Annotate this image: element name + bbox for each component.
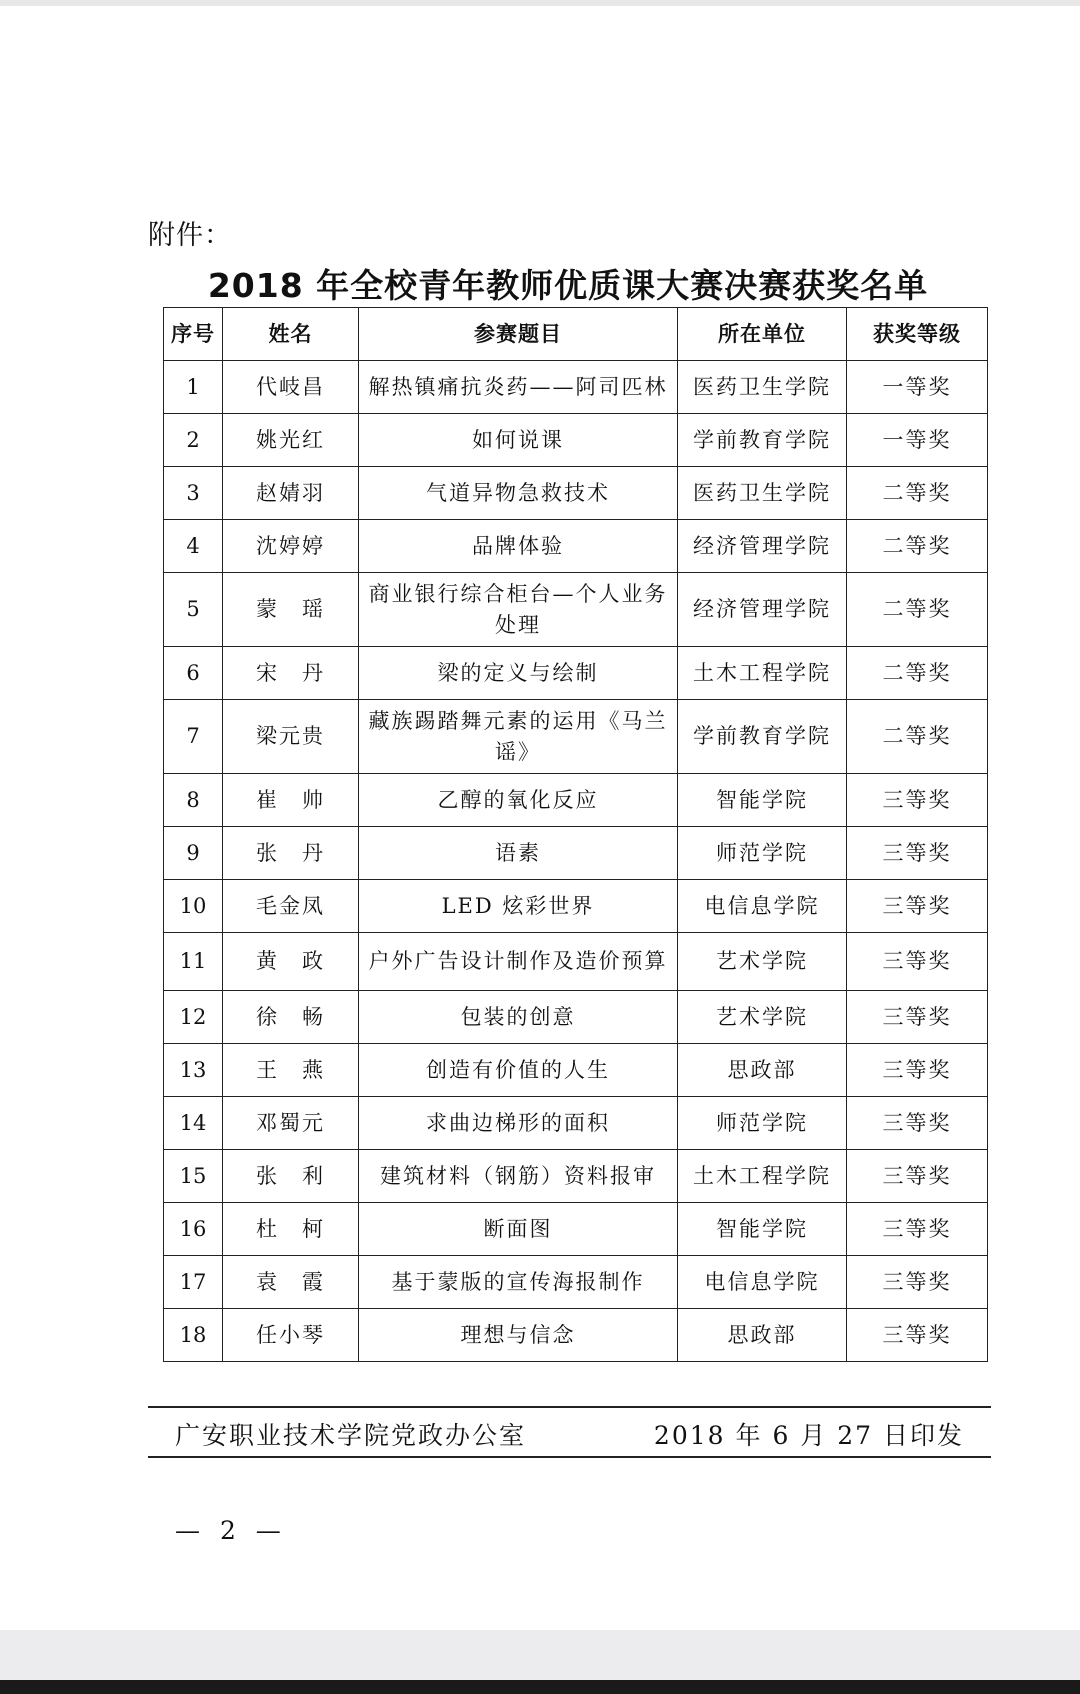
cell-topic: 乙醇的氧化反应 xyxy=(359,774,678,827)
cell-name: 毛金凤 xyxy=(223,880,359,933)
cell-serial: 11 xyxy=(164,933,223,991)
cell-award: 三等奖 xyxy=(847,1150,988,1203)
cell-award: 三等奖 xyxy=(847,1203,988,1256)
cell-award: 二等奖 xyxy=(847,647,988,700)
cell-name: 姚光红 xyxy=(223,414,359,467)
table-row xyxy=(164,774,988,827)
cell-topic: 户外广告设计制作及造价预算 xyxy=(359,933,678,991)
cell-topic: 语素 xyxy=(359,827,678,880)
cell-topic: 解热镇痛抗炎药——阿司匹林 xyxy=(359,361,678,414)
cell-serial: 4 xyxy=(164,520,223,573)
cell-serial: 17 xyxy=(164,1256,223,1309)
cell-award: 二等奖 xyxy=(847,700,988,774)
table-row xyxy=(164,700,988,774)
table-row xyxy=(164,467,988,520)
cell-topic: 创造有价值的人生 xyxy=(359,1044,678,1097)
document-title: 2018 年全校青年教师优质课大赛决赛获奖名单 xyxy=(207,266,929,305)
table-body xyxy=(164,361,988,1362)
cell-name: 蒙 瑶 xyxy=(223,573,359,647)
cell-topic: 求曲边梯形的面积 xyxy=(359,1097,678,1150)
cell-unit: 智能学院 xyxy=(678,1203,847,1256)
cell-unit: 师范学院 xyxy=(678,1097,847,1150)
table-row xyxy=(164,1309,988,1362)
cell-unit: 土木工程学院 xyxy=(678,647,847,700)
cell-award: 一等奖 xyxy=(847,361,988,414)
cell-award: 一等奖 xyxy=(847,414,988,467)
footer-top-rule xyxy=(148,1406,991,1408)
cell-serial: 16 xyxy=(164,1203,223,1256)
table-row xyxy=(164,827,988,880)
cell-name: 任小琴 xyxy=(223,1309,359,1362)
cell-award: 二等奖 xyxy=(847,520,988,573)
header-award: 获奖等级 xyxy=(847,308,988,361)
table-row xyxy=(164,1044,988,1097)
cell-serial: 9 xyxy=(164,827,223,880)
table-header-row xyxy=(164,308,988,361)
cell-topic: 梁的定义与绘制 xyxy=(359,647,678,700)
cell-award: 三等奖 xyxy=(847,1097,988,1150)
table-row xyxy=(164,414,988,467)
cell-serial: 7 xyxy=(164,700,223,774)
table-row xyxy=(164,573,988,647)
cell-unit: 学前教育学院 xyxy=(678,414,847,467)
cell-topic: 包装的创意 xyxy=(359,991,678,1044)
table-row xyxy=(164,880,988,933)
cell-name: 崔 帅 xyxy=(223,774,359,827)
viewer-bottom-bar xyxy=(0,1630,1080,1680)
cell-award: 二等奖 xyxy=(847,573,988,647)
cell-topic: 商业银行综合柜台—个人业务处理 xyxy=(359,573,678,647)
cell-unit: 艺术学院 xyxy=(678,991,847,1044)
cell-serial: 14 xyxy=(164,1097,223,1150)
cell-name: 代岐昌 xyxy=(223,361,359,414)
cell-topic: 断面图 xyxy=(359,1203,678,1256)
cell-unit: 思政部 xyxy=(678,1044,847,1097)
header-serial: 序号 xyxy=(164,308,223,361)
table-row xyxy=(164,991,988,1044)
header-unit: 所在单位 xyxy=(678,308,847,361)
cell-name: 徐 畅 xyxy=(223,991,359,1044)
cell-unit: 电信息学院 xyxy=(678,1256,847,1309)
cell-serial: 18 xyxy=(164,1309,223,1362)
cell-award: 三等奖 xyxy=(847,1256,988,1309)
cell-serial: 3 xyxy=(164,467,223,520)
cell-award: 三等奖 xyxy=(847,827,988,880)
cell-award: 三等奖 xyxy=(847,1044,988,1097)
cell-unit: 经济管理学院 xyxy=(678,520,847,573)
cell-name: 杜 柯 xyxy=(223,1203,359,1256)
cell-name: 张 利 xyxy=(223,1150,359,1203)
cell-unit: 智能学院 xyxy=(678,774,847,827)
cell-unit: 土木工程学院 xyxy=(678,1150,847,1203)
cell-name: 黄 政 xyxy=(223,933,359,991)
table-row xyxy=(164,1097,988,1150)
cell-name: 梁元贵 xyxy=(223,700,359,774)
cell-award: 三等奖 xyxy=(847,880,988,933)
cell-topic: 气道异物急救技术 xyxy=(359,467,678,520)
cell-serial: 2 xyxy=(164,414,223,467)
cell-award: 三等奖 xyxy=(847,774,988,827)
cell-unit: 学前教育学院 xyxy=(678,700,847,774)
cell-unit: 医药卫生学院 xyxy=(678,361,847,414)
cell-topic: 理想与信念 xyxy=(359,1309,678,1362)
cell-serial: 10 xyxy=(164,880,223,933)
table-row xyxy=(164,520,988,573)
cell-topic: 如何说课 xyxy=(359,414,678,467)
cell-unit: 艺术学院 xyxy=(678,933,847,991)
table-row xyxy=(164,1203,988,1256)
cell-serial: 5 xyxy=(164,573,223,647)
cell-unit: 思政部 xyxy=(678,1309,847,1362)
table-row xyxy=(164,361,988,414)
viewer-bottom-edge xyxy=(0,1680,1080,1694)
cell-topic: 藏族踢踏舞元素的运用《马兰谣》 xyxy=(359,700,678,774)
cell-award: 二等奖 xyxy=(847,467,988,520)
cell-name: 邓蜀元 xyxy=(223,1097,359,1150)
cell-topic: 建筑材料（钢筋）资料报审 xyxy=(359,1150,678,1203)
table-row xyxy=(164,933,988,991)
cell-unit: 经济管理学院 xyxy=(678,573,847,647)
award-table xyxy=(163,307,988,1362)
cell-award: 三等奖 xyxy=(847,991,988,1044)
cell-topic: 基于蒙版的宣传海报制作 xyxy=(359,1256,678,1309)
cell-serial: 15 xyxy=(164,1150,223,1203)
cell-serial: 1 xyxy=(164,361,223,414)
cell-name: 赵婧羽 xyxy=(223,467,359,520)
footer-issuer: 广安职业技术学院党政办公室 xyxy=(175,1421,527,1450)
table-row xyxy=(164,647,988,700)
cell-award: 三等奖 xyxy=(847,933,988,991)
cell-serial: 12 xyxy=(164,991,223,1044)
cell-serial: 6 xyxy=(164,647,223,700)
cell-serial: 8 xyxy=(164,774,223,827)
footer-date: 2018 年 6 月 27 日印发 xyxy=(653,1421,964,1450)
table-row xyxy=(164,1150,988,1203)
cell-unit: 电信息学院 xyxy=(678,880,847,933)
cell-name: 张 丹 xyxy=(223,827,359,880)
cell-name: 宋 丹 xyxy=(223,647,359,700)
page-number: — 2 — xyxy=(175,1516,287,1545)
footer-bottom-rule xyxy=(148,1456,991,1458)
cell-name: 王 燕 xyxy=(223,1044,359,1097)
cell-topic: 品牌体验 xyxy=(359,520,678,573)
cell-award: 三等奖 xyxy=(847,1309,988,1362)
cell-name: 沈婷婷 xyxy=(223,520,359,573)
header-topic: 参赛题目 xyxy=(359,308,678,361)
cell-name: 袁 霞 xyxy=(223,1256,359,1309)
table-row xyxy=(164,1256,988,1309)
cell-unit: 师范学院 xyxy=(678,827,847,880)
cell-topic: LED 炫彩世界 xyxy=(359,880,678,933)
cell-serial: 13 xyxy=(164,1044,223,1097)
viewer-top-bar xyxy=(0,0,1080,6)
header-name: 姓名 xyxy=(223,308,359,361)
attachment-label: 附件： xyxy=(148,220,232,251)
cell-unit: 医药卫生学院 xyxy=(678,467,847,520)
